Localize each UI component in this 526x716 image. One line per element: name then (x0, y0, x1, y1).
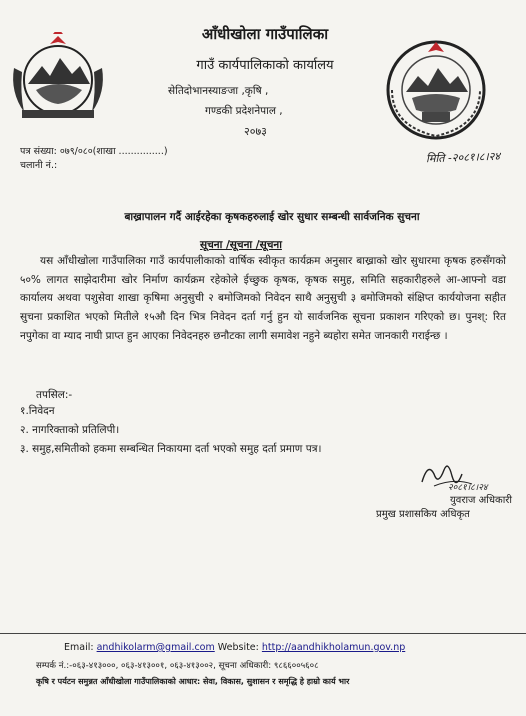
address-line-1: सेतिदोभानस्याङजा ,कृषि , (168, 85, 269, 97)
dispatch-number: चलानी नं.: (20, 160, 58, 171)
footer-divider (0, 633, 526, 634)
attachment-item-3: ३. समुह,समितीको हकमा सम्बन्धित निकायमा दर्ता भएको समुह दर्ता प्रमाण पत्र। (20, 443, 322, 455)
municipality-title: आँधीखोला गाउँपालिका (201, 25, 329, 43)
attachment-item-1: १.निवेदन (20, 405, 55, 417)
signer-title: प्रमुख प्रशासकिय अधिकृत (376, 509, 470, 520)
website-label: Website: (217, 642, 259, 653)
address-line-3: २०७३ (244, 125, 267, 138)
address-line-2: गण्डकी प्रदेशनेपाल , (205, 105, 283, 117)
signer-name: युवराज अधिकारी (450, 495, 512, 506)
footer-phone: सम्पर्क नं.:-०६३-४१३०००, ०६३-४१३००१, ०६३-४१३००२, सूचना अधिकारी: ९८६६००५६०८ (36, 661, 319, 671)
email-label: Email: (64, 642, 94, 653)
handwritten-date: मिति -२०८१।८।२४ (425, 149, 501, 166)
attachments-label: तपसिल:- (36, 389, 73, 401)
office-title: गाउँ कार्यपालिकाको कार्यालय (196, 58, 334, 73)
email-link[interactable]: andhikolarm@gmail.com (96, 642, 215, 653)
nepal-emblem-logo (6, 32, 110, 124)
letter-reference-number: पत्र संख्या: ०७९/०८०(शाखा ...............) (20, 146, 168, 157)
footer-contact-web (64, 642, 405, 653)
signature-handwritten-date: २०८१।८।२४ (448, 483, 488, 493)
notice-body: यस आँधीखोला गाउँपालिका गाउँ कार्यपालीकाको वार्षिक स्वीकृत कार्यक्रम अनुसार बाख्राको खोर सुधारमा कृषक हरुसँगको ५०% लागत साझेदारीमा खोर निर्माण कार्यक्रम रहेकोले ईच्छुक कृषक, कृषक समुह, समिति सहकारीहरुले आ-आफ्नो वडा कार्यालय अथवा पशुसेवा शाखा कृषिमा अनुसुची २ बमोजिमको निवेदन साथै अनुसुची ३ बमोजिमको संक्षिप्त कार्ययोजना सहीत सुचना प्रकाशित भएको मितीले १५औ दिन भित्र निवेदन दर्ता गर्नु हुन यो सार्वजनिक सूचना प्रकाशन गरिएको छ। पुनश्: रित नपुगेका वा म्याद नाघी प्राप्त हुन आएका निवेदनहरु छनौटका लागी समावेश नहुने ब्यहोरा समेत जानकारी गराईन्छ । (20, 255, 506, 342)
attachment-item-2: २. नागरिक्ताको प्रतिलिपी। (20, 424, 120, 436)
notice-heading: सूचना /सूचना /सूचना (200, 239, 282, 251)
footer-slogan: कृषि र पर्यटन समुन्नत आँधीखोला गाउँपालिकाको आधार: सेवा, विकास, सुशासन र समृद्धि हे हाम्रो कार्य भार (36, 677, 350, 686)
notice-subject: बाख्रापालन गर्दै आईरहेका कृषकहरुलाई खोर सुधार सम्बन्धी सार्वजनिक सुचना (124, 211, 420, 223)
municipality-seal-logo (382, 36, 490, 142)
website-link[interactable]: http://aandhikholamun.gov.np (261, 642, 406, 653)
